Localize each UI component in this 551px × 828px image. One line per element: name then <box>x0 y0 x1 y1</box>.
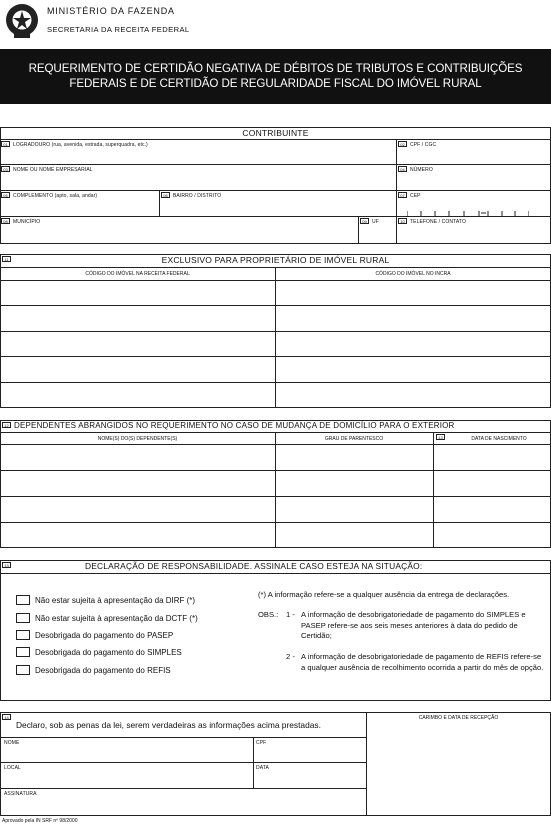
star-note: (*) A informação refere-se a qualquer ausência da entrega de declarações. <box>258 590 510 599</box>
cep-label: CEP <box>410 193 421 199</box>
uf-label: UF <box>372 219 379 225</box>
pasep-option-label: Desobrigada do pagamento do PASEP <box>35 631 174 640</box>
imovel-row[interactable] <box>1 306 550 330</box>
telefone-field[interactable] <box>398 226 550 243</box>
dependente-row[interactable] <box>1 445 550 469</box>
approval-footer: Aprovado pela IN SRF nº 98/2000 <box>2 818 78 824</box>
cep-digit-boxes-icon <box>407 207 529 217</box>
dependentes-title: DEPENDENTES ABRANGIDOS NO REQUERIMENTO NO CASO DE MUDANÇA DE DOMICÍLIO PARA O EXTERIOR <box>14 421 455 430</box>
imovel-row[interactable] <box>1 332 550 356</box>
codigo-receita-header: CÓDIGO DO IMÓVEL NA RECEITA FEDERAL <box>85 271 190 277</box>
nome-field[interactable] <box>1 746 252 761</box>
assinatura-label: ASSINATURA <box>4 791 37 797</box>
obs2-number: 2 - <box>286 652 295 661</box>
nome-label: NOME <box>4 740 20 746</box>
declaracao-title: DECLARAÇÃO DE RESPONSABILIDADE. ASSINALE CASO ESTEJA NA SITUAÇÃO: <box>85 561 423 571</box>
imovel-rural-title: EXCLUSIVO PARA PROPRIETÁRIO DE IMÓVEL RURAL <box>161 255 390 265</box>
obs1-number: 1 - <box>286 610 295 619</box>
dependente-nome-header: NOME(S) DO(S) DEPENDENTE(S) <box>97 436 178 442</box>
dirf-checkbox[interactable] <box>16 595 30 605</box>
cpf-label: CPF <box>256 740 267 746</box>
refis-option-label: Desobrigada do pagamento do REFIS <box>35 666 171 675</box>
municipio-field[interactable] <box>1 226 357 243</box>
logradouro-label: LOGRADOURO (rua, avenida, estrada, superquadra, etc.) <box>13 142 148 148</box>
imovel-row[interactable] <box>1 383 550 407</box>
complemento-field[interactable] <box>1 200 158 215</box>
imovel-row[interactable] <box>1 281 550 305</box>
obs1-text: A informação de desobrigatoriedade de pagamento do SIMPLES e PASEP refere-se aos seis meses anteriores à data do pedido de Certidão; <box>301 610 526 640</box>
data-field[interactable] <box>254 771 365 787</box>
grau-parentesco-header: GRAU DE PARENTESCO <box>324 436 384 442</box>
numero-field[interactable] <box>398 174 550 189</box>
ministry-name: MINISTÉRIO DA FAZENDA <box>47 6 175 16</box>
simples-checkbox[interactable] <box>16 647 30 657</box>
carimbo-label: CARIMBO E DATA DE RECEPÇÃO <box>418 715 499 721</box>
refis-checkbox[interactable] <box>16 665 30 675</box>
dctf-option-label: Não estar sujeita à apresentação da DCTF (*) <box>35 614 198 623</box>
form-title-line2: FEDERAIS E DE CERTIDÃO DE REGULARIDADE FISCAL DO IMÓVEL RURAL <box>69 77 482 90</box>
cpf-cgc-label: CPF / CGC <box>410 142 437 148</box>
data-label: DATA <box>256 765 269 771</box>
dirf-option-label: Não estar sujeita à apresentação da DIRF (*) <box>35 596 196 605</box>
cpf-cgc-field[interactable] <box>398 149 550 163</box>
logradouro-field[interactable] <box>1 149 395 163</box>
contribuinte-title: CONTRIBUINTE <box>242 128 309 138</box>
numero-label: NÚMERO <box>410 167 433 173</box>
data-nascimento-header: DATA DE NASCIMENTO <box>471 436 527 442</box>
obs2-text: A informação de desobrigatoriedade de pagamento de REFIS refere-se a qualquer ausência de recolhimento ocorrida a partir do mês de opção. <box>301 652 544 672</box>
dependente-row[interactable] <box>1 497 550 521</box>
nome-empresarial-field[interactable] <box>1 174 395 189</box>
imovel-row[interactable] <box>1 357 550 381</box>
cep-boxes[interactable] <box>407 204 529 214</box>
assinatura-field[interactable] <box>1 797 365 815</box>
secretariat-name: SECRETARIA DA RECEITA FEDERAL <box>47 25 190 34</box>
local-label: LOCAL <box>4 765 21 771</box>
complemento-label: COMPLEMENTO (apto, sala, andar) <box>13 193 98 199</box>
form-title-banner <box>0 49 551 104</box>
dependente-row[interactable] <box>1 523 550 547</box>
uf-field[interactable] <box>360 226 395 243</box>
form-title-line1: REQUERIMENTO DE CERTIDÃO NEGATIVA DE DÉBITOS DE TRIBUTOS E CONTRIBUIÇÕES <box>28 62 523 75</box>
carimbo-area <box>367 724 550 815</box>
obs-label: OBS.: <box>258 610 279 619</box>
nome-empresarial-label: NOME OU NOME EMPRESARIAL <box>13 167 93 173</box>
codigo-incra-header: CÓDIGO DO IMÓVEL NO INCRA <box>375 271 451 277</box>
cpf-field[interactable] <box>254 746 365 761</box>
dctf-checkbox[interactable] <box>16 613 30 623</box>
coat-of-arms-icon <box>4 2 40 40</box>
municipio-label: MUNICÍPIO <box>13 219 41 225</box>
simples-option-label: Desobrigada do pagamento do SIMPLES <box>35 648 182 657</box>
dependente-row[interactable] <box>1 471 550 495</box>
local-field[interactable] <box>1 771 252 787</box>
telefone-label: TELEFONE / CONTATO <box>410 219 466 225</box>
declaro-text: Declaro, sob as penas da lei, serem verdadeiras as informações acima prestadas. <box>16 720 321 730</box>
bairro-label: BAIRRO / DISTRITO <box>173 193 222 199</box>
bairro-field[interactable] <box>161 200 395 215</box>
pasep-checkbox[interactable] <box>16 630 30 640</box>
